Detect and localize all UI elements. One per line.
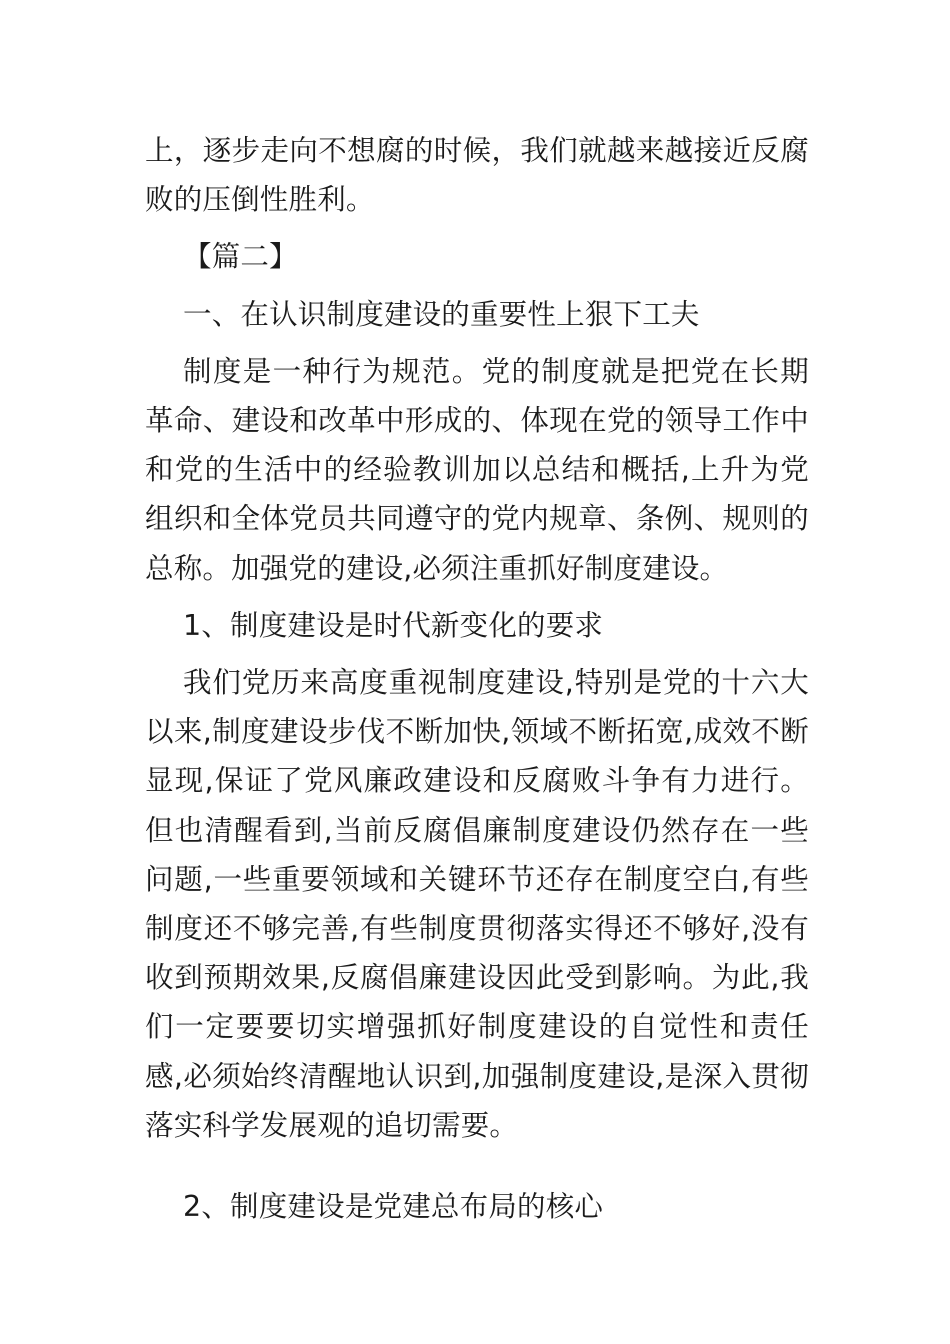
section-heading-part-two: 【篇二】 — [183, 240, 298, 274]
heading-level-2-item-1: 1、制度建设是时代新变化的要求 — [183, 608, 604, 642]
paragraph-continuation: 上，逐步走向不想腐的时候，我们就越来越接近反腐败的压倒性胜利。 — [145, 134, 809, 217]
document-body — [145, 126, 809, 1231]
heading-level-2-item-2: 2、制度建设是党建总布局的核心 — [183, 1190, 604, 1224]
heading-level-1: 一、在认识制度建设的重要性上狠下工夫 — [183, 297, 700, 331]
paragraph-body: 我们党历来高度重视制度建设,特别是党的十六大以来,制度建设步伐不断加快,领域不断拓宽,成效不断显现,保证了党风廉政建设和反腐败斗争有力进行。但也清醒看到,当前反腐倡廉制度建设仍然存在一些问题,一些重要领域和关键环节还存在制度空白,有些制度还不够完善,有些制度贯彻落实得还不够好,没有收到预期效果,反腐倡廉建设因此受到影响。为此,我们一定要要切实增强抓好制度建设的自觉性和责任感,必须始终清醒地认识到,加强制度建设,是深入贯彻落实科学发展观的追切需要。 — [145, 666, 809, 1142]
paragraph-definition: 制度是一种行为规范。党的制度就是把党在长期革命、建设和改革中形成的、体现在党的领导工作中和党的生活中的经验教训加以总结和概括,上升为党组织和全体党员共同遵守的党内规章、条例、规则的总称。加强党的建设,必须注重抓好制度建设。 — [145, 354, 809, 585]
